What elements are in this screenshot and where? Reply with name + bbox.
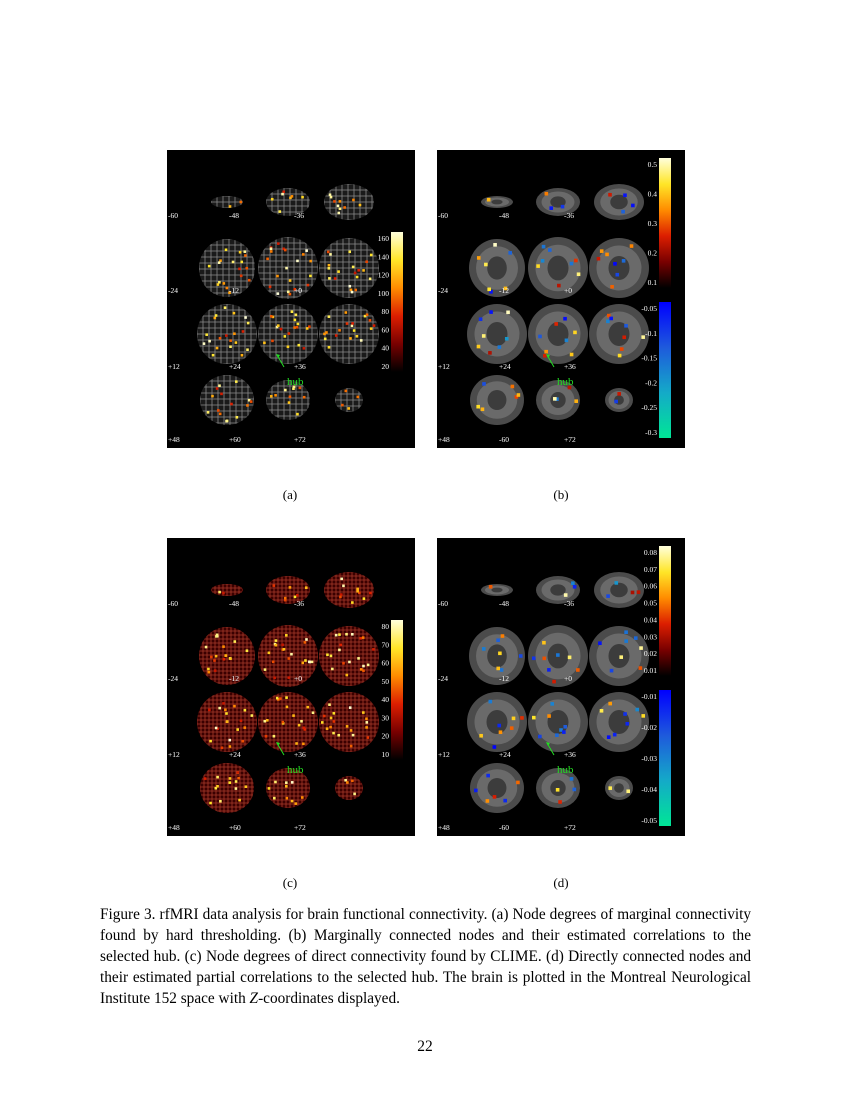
slice-z-label: -36	[294, 211, 304, 220]
colorbar-tick-label: -0.03	[641, 754, 657, 763]
colorbar-tick-label: 0.4	[647, 189, 657, 199]
colorbar-tick-label: 120	[377, 270, 389, 280]
colorbar	[659, 302, 671, 438]
brain-slice	[335, 388, 363, 412]
panel-c-figure	[167, 538, 415, 836]
brain-slice	[594, 184, 644, 220]
slice-z-label: +24	[229, 750, 241, 759]
brain-slice	[258, 692, 318, 752]
colorbar-tick-label: 60	[381, 658, 389, 668]
colorbar-tick-label: 0.07	[643, 564, 657, 574]
panel-d-figure	[437, 538, 685, 836]
colorbar	[659, 158, 671, 288]
page-number: 22	[417, 1038, 433, 1055]
brain-slice	[467, 304, 527, 364]
colorbar-tick-label: -0.2	[645, 378, 657, 388]
slice-z-label: +12	[438, 750, 450, 759]
slice-z-label: -60	[499, 823, 509, 832]
colorbar-tick-label: 0.02	[643, 649, 657, 659]
hub-label: hub	[287, 764, 304, 776]
colorbar-tick-label: -0.15	[641, 353, 657, 363]
slice-z-label: -60	[438, 599, 448, 608]
colorbar	[391, 620, 403, 760]
brain-slice	[197, 692, 257, 752]
colorbar-tick-label: 0.5	[647, 160, 657, 169]
subfigure-label-d: (d)	[553, 875, 569, 890]
brain-slice	[528, 237, 588, 299]
slice-z-label: +12	[168, 362, 180, 371]
brain-slice	[594, 572, 644, 608]
brain-slice	[470, 763, 524, 813]
caption-italic: Z	[249, 990, 259, 1007]
slice-z-label: +60	[229, 435, 241, 444]
brain-slice	[200, 375, 254, 425]
brain-slice	[319, 238, 379, 298]
colorbar-tick-label: 0.06	[643, 581, 657, 591]
slice-z-label: +48	[168, 435, 180, 444]
colorbar-tick-label: 20	[381, 362, 389, 371]
slice-z-label: -60	[499, 435, 509, 444]
slice-z-label: -12	[499, 286, 509, 295]
brain-slice	[211, 196, 243, 208]
slice-z-label: -60	[168, 211, 178, 220]
slice-z-label: -48	[229, 211, 239, 220]
slice-z-label: -36	[564, 599, 574, 608]
colorbar-tick-label: 60	[381, 325, 389, 335]
colorbar-tick-label: -0.01	[641, 692, 657, 701]
colorbar-tick-label: 10	[381, 750, 389, 759]
brain-slice	[469, 239, 525, 297]
subfigure-label-a: (a)	[282, 487, 298, 502]
colorbar-tick-label: 140	[377, 252, 389, 262]
colorbar-tick-label: -0.04	[641, 785, 657, 794]
colorbar-tick-label: 160	[377, 234, 389, 243]
colorbar-tick-label: 70	[381, 640, 389, 650]
slice-z-label: +0	[564, 286, 572, 295]
slice-z-label: -36	[564, 211, 574, 220]
colorbar-tick-label: 80	[381, 622, 389, 631]
brain-slice	[605, 388, 633, 412]
hub-label: hub	[287, 376, 304, 388]
colorbar-tick-label: -0.02	[641, 723, 657, 732]
brain-slice	[589, 692, 649, 752]
slice-z-label: -36	[294, 599, 304, 608]
brain-slice	[211, 584, 243, 596]
slice-z-label: +36	[564, 750, 576, 759]
colorbar-tick-label: 0.03	[643, 632, 657, 642]
slice-z-label: -12	[229, 674, 239, 683]
colorbar-tick-label: 0.05	[643, 598, 657, 608]
brain-slice	[589, 626, 649, 686]
colorbar-tick-label: 0.1	[647, 278, 657, 287]
slice-z-label: -12	[229, 286, 239, 295]
subfigure-label-b: (b)	[553, 487, 569, 502]
slice-z-label: +12	[438, 362, 450, 371]
brain-slice	[589, 238, 649, 298]
slice-z-label: -24	[168, 674, 178, 683]
brain-slice	[319, 692, 379, 752]
caption-suffix: -coordinates displayed.	[258, 990, 400, 1007]
colorbar	[659, 546, 671, 676]
colorbar	[659, 690, 671, 826]
slice-z-label: +24	[229, 362, 241, 371]
brain-slice	[324, 572, 374, 608]
colorbar-tick-label: 0.2	[647, 248, 657, 258]
panel-b-figure	[437, 150, 685, 448]
slice-z-label: -24	[438, 674, 448, 683]
colorbar-tick-label: 20	[381, 731, 389, 741]
slice-z-label: +0	[564, 674, 572, 683]
brain-slice	[528, 625, 588, 687]
brain-slice	[481, 584, 513, 596]
brain-slice	[589, 304, 649, 364]
caption-text: Figure 3. rfMRI data analysis for brain functional connectivity. (a) Node degrees of marginal connectivity found by hard thresholding. (b) Marginally connected nodes and their estimated correlations to the selected hub. (c) Node degrees of direct connectivity found by CLIME. (d) Directly connected nodes and their estimated partial correlations to the selected hub. The brain is plotted in the Montreal Neurological Institute 152 space with	[100, 906, 751, 1007]
brain-slice	[258, 304, 318, 364]
slice-z-label: -60	[438, 211, 448, 220]
colorbar-tick-label: -0.3	[645, 428, 657, 437]
slice-z-label: -24	[438, 286, 448, 295]
figure-caption	[100, 904, 751, 1009]
brain-slice	[335, 776, 363, 800]
hub-label: hub	[557, 764, 574, 776]
slice-z-label: +24	[499, 362, 511, 371]
slice-z-label: +24	[499, 750, 511, 759]
slice-z-label: +48	[168, 823, 180, 832]
slice-z-label: +36	[564, 362, 576, 371]
colorbar-tick-label: 0.08	[643, 548, 657, 557]
slice-z-label: +48	[438, 823, 450, 832]
brain-slice	[481, 196, 513, 208]
colorbar-tick-label: -0.1	[645, 328, 657, 338]
colorbar-tick-label: 40	[381, 695, 389, 705]
brain-slice	[605, 776, 633, 800]
slice-z-label: -24	[168, 286, 178, 295]
panel-a-figure	[167, 150, 415, 448]
panel-b	[437, 150, 685, 448]
brain-slice	[469, 627, 525, 685]
hub-label: hub	[557, 376, 574, 388]
brain-slice	[324, 184, 374, 220]
colorbar	[391, 232, 403, 372]
slice-z-label: -48	[499, 599, 509, 608]
colorbar-tick-label: 0.01	[643, 666, 657, 675]
colorbar-tick-label: -0.25	[641, 403, 657, 413]
slice-z-label: +0	[294, 674, 302, 683]
slice-z-label: -48	[499, 211, 509, 220]
slice-z-label: +60	[229, 823, 241, 832]
brain-slice	[470, 375, 524, 425]
colorbar-tick-label: -0.05	[641, 304, 657, 313]
slice-z-label: +72	[564, 823, 576, 832]
colorbar-tick-label: 0.3	[647, 219, 657, 228]
panel-d	[437, 538, 685, 836]
colorbar-tick-label: -0.05	[641, 816, 657, 825]
colorbar-tick-label: 80	[381, 307, 389, 317]
slice-z-label: +72	[564, 435, 576, 444]
colorbar-tick-label: 30	[381, 713, 389, 723]
slice-z-label: +12	[168, 750, 180, 759]
colorbar-tick-label: 50	[381, 676, 389, 686]
panel-c	[167, 538, 415, 836]
slice-z-label: +36	[294, 750, 306, 759]
colorbar-tick-label: 40	[381, 343, 389, 353]
slice-z-label: +72	[294, 435, 306, 444]
slice-z-label: +72	[294, 823, 306, 832]
slice-z-label: +48	[438, 435, 450, 444]
slice-z-label: +0	[294, 286, 302, 295]
brain-slice	[319, 626, 379, 686]
panel-a	[167, 150, 415, 448]
colorbar-tick-label: 100	[377, 288, 389, 298]
brain-slice	[528, 692, 588, 752]
slice-z-label: +36	[294, 362, 306, 371]
brain-slice	[467, 692, 527, 752]
slice-z-label: -60	[168, 599, 178, 608]
brain-slice	[199, 239, 255, 297]
brain-slice	[200, 763, 254, 813]
slice-z-label: -48	[229, 599, 239, 608]
brain-slice	[199, 627, 255, 685]
brain-slice	[319, 304, 379, 364]
brain-slice	[197, 304, 257, 364]
brain-slice	[528, 304, 588, 364]
subfigure-label-c: (c)	[282, 875, 298, 890]
brain-slice	[258, 237, 318, 299]
slice-z-label: -12	[499, 674, 509, 683]
colorbar-tick-label: 0.04	[643, 615, 657, 625]
brain-slice	[258, 625, 318, 687]
